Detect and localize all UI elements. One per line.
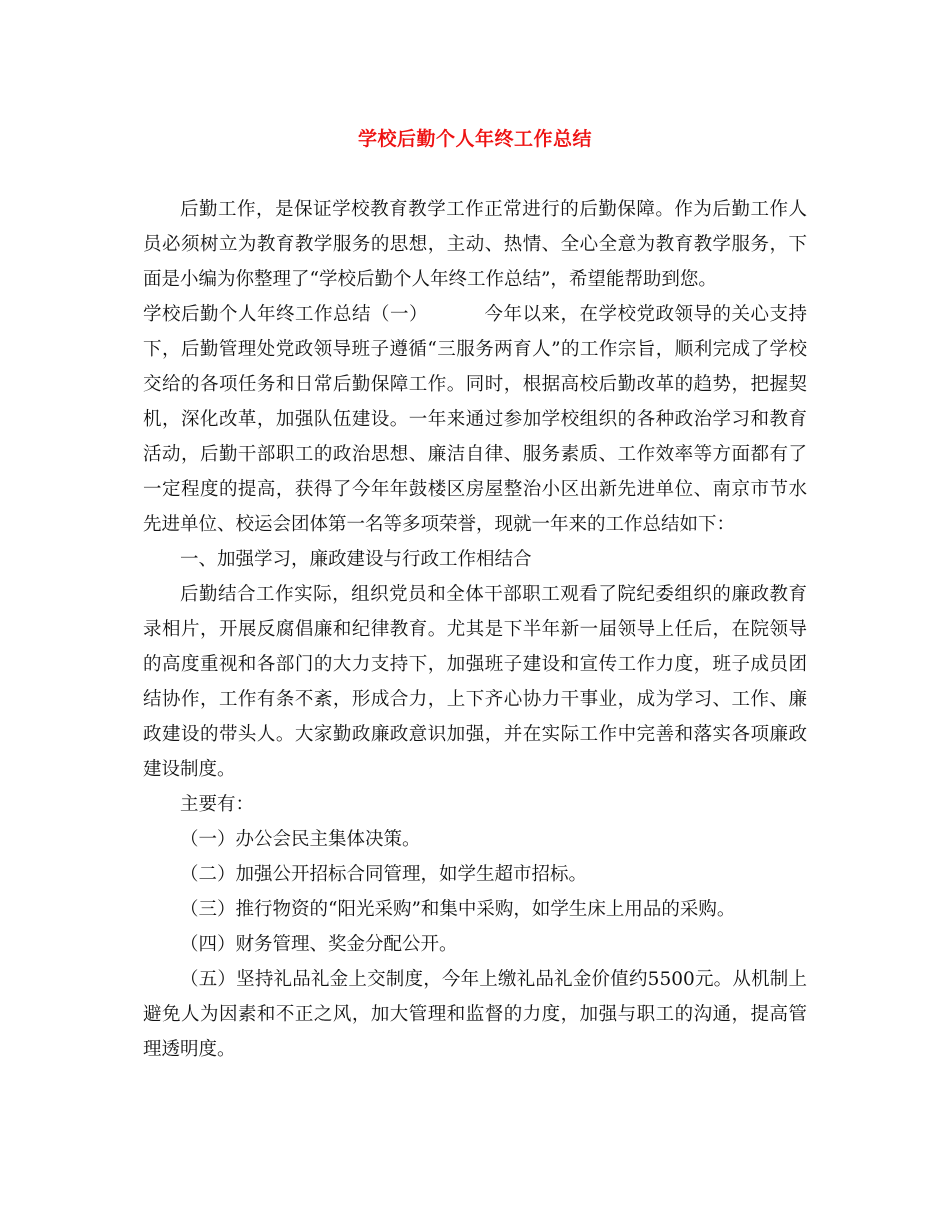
- main-label: 主要有：: [180, 794, 255, 815]
- heading-one: 一、加强学习，廉政建设与行政工作相结合: [180, 549, 532, 570]
- list-item: （五）坚持礼品礼金上交制度，今年上缴礼品礼金价值约5500元。从机制上避免人为因素和不正之风，加大管理和监督的力度，加强与职工的沟通，提高管理透明度。: [143, 969, 807, 1060]
- list-item: （三）推行物资的“阳光采购”和集中采购，如学生床上用品的采购。: [180, 899, 736, 920]
- section-one-body: 今年以来，在学校党政领导的关心支持下，后勤管理处党政领导班子遵循“三服务两育人”的工作宗旨，顺利完成了学校交给的各项任务和日常后勤保障工作。同时，根据高校后勤改革的趋势，把握契机，深化改革，加强队伍建设。一年来通过参加学校组织的各种政治学习和教育活动，后勤干部职工的政治思想、廉洁自律、服务素质、工作效率等方面都有了一定程度的提高，获得了今年年鼓楼区房屋整治小区出新先进单位、南京市节水先进单位、校运会团体第一名等多项荣誉，现就一年来的工作总结如下：: [143, 304, 807, 535]
- paragraph-one: 后勤结合工作实际，组织党员和全体干部职工观看了院纪委组织的廉政教育录相片，开展反腐倡廉和纪律教育。尤其是下半年新一届领导上任后，在院领导的高度重视和各部门的大力支持下，加强班子建设和宣传工作力度，班子成员团结协作，工作有条不紊，形成合力，上下齐心协力干事业，成为学习、工作、廉政建设的带头人。大家勤政廉政意识加强，并在实际工作中完善和落实各项廉政建设制度。: [143, 584, 807, 780]
- section-one-heading: 学校后勤个人年终工作总结（一）: [143, 304, 428, 325]
- document-title: 学校后勤个人年终工作总结: [357, 128, 592, 150]
- intro-paragraph: 后勤工作，是保证学校教育教学工作正常进行的后勤保障。作为后勤工作人员必须树立为教育教学服务的思想，主动、热情、全心全意为教育教学服务，下面是小编为你整理了“学校后勤个人年终工作总结”，希望能帮助到您。: [143, 199, 807, 290]
- list-item: （二）加强公开招标合同管理，如学生超市招标。: [180, 864, 588, 885]
- document-body: [143, 192, 807, 1067]
- list-item: （四）财务管理、奖金分配公开。: [180, 934, 458, 955]
- section-one-paragraph: [143, 297, 807, 542]
- list-item: （一）办公会民主集体决策。: [180, 829, 421, 850]
